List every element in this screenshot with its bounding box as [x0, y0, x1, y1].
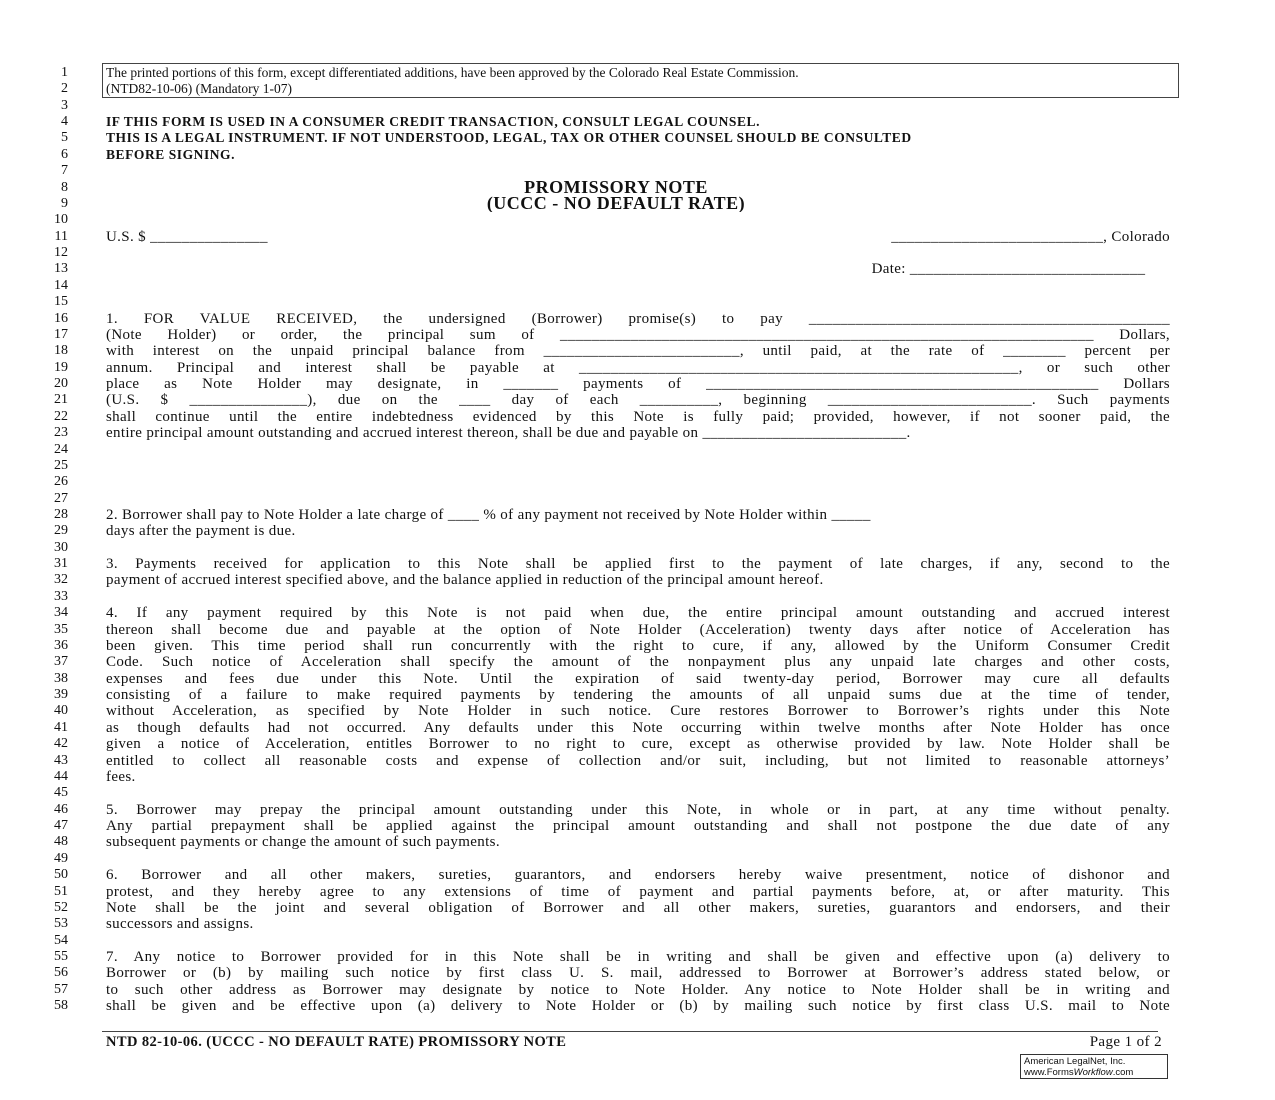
line-number: 1: [61, 65, 68, 80]
document-line: [106, 736, 1170, 752]
line-text: subsequent payments or change the amount of such payments.: [106, 834, 500, 851]
line-number: 45: [54, 785, 68, 801]
line-number: 38: [54, 670, 68, 686]
document-line: [106, 703, 1170, 719]
line-text: IF THIS FORM IS USED IN A CONSUMER CREDIT TRANSACTION, CONSULT LEGAL COUNSEL.: [106, 114, 761, 130]
document-line: [106, 622, 1170, 638]
line-text: Code. Such notice of Acceleration shall specify the amount of the nonpayment plus any unpaid late charges and other costs,: [106, 654, 1170, 671]
document-line: [106, 572, 1170, 588]
publisher-stamp: [1020, 1054, 1168, 1079]
line-text: with interest on the unpaid principal balance from _________________________, until paid, at the rate of ________ percent per: [106, 343, 1170, 360]
line-number: 27: [54, 490, 68, 506]
document-line: [106, 720, 1170, 736]
line-text: thereon shall become due and payable at the option of Note Holder (Acceleration) twenty days after notice of Acceleration has: [106, 621, 1170, 638]
document-line: [106, 343, 1170, 359]
line-text: protest, and they hereby agree to any extensions of time of payment and partial payments before, at, or after maturity. This: [106, 883, 1170, 900]
line-number: 6: [61, 146, 68, 162]
line-number: 47: [54, 818, 68, 834]
stamp-url-suffix: .com: [1112, 1067, 1134, 1078]
stamp-url-italic: Workflow: [1073, 1067, 1113, 1078]
line-number: 41: [54, 719, 68, 735]
line-number: 21: [54, 392, 68, 408]
line-number: 11: [54, 228, 68, 244]
document-title-line: [106, 194, 1126, 212]
document-line: [106, 769, 1170, 785]
line-number: 31: [54, 556, 68, 572]
document-line: [106, 671, 1170, 687]
line-number: 56: [54, 965, 68, 981]
line-number: 17: [54, 326, 68, 342]
line-text: Note shall be the joint and several obligation of Borrower and all other makers, sureties, guarantors and endorsers, and their: [106, 899, 1170, 916]
line-number: 55: [54, 948, 68, 964]
line-text: payment of accrued interest specified above, and the balance applied in reduction of the principal amount hereof.: [106, 572, 824, 589]
document-line: [106, 81, 1170, 97]
line-text: shall be given and be effective upon (a) delivery to Note Holder or (b) by mailing such notice by first class U.S. mail to Note: [106, 998, 1170, 1015]
line-text-right: ___________________________, Colorado: [891, 228, 1170, 245]
line-text: 4. If any payment required by this Note is not paid when due, the entire principal amount outstanding and accrued interest: [106, 605, 1170, 622]
line-text: 6. Borrower and all other makers, sureties, guarantors, and endorsers hereby waive presentment, notice of dishonor and: [106, 867, 1170, 884]
document-line: [106, 130, 1170, 146]
line-number: 43: [54, 752, 68, 768]
document-line: [106, 916, 1170, 932]
line-number: 28: [54, 506, 68, 522]
document-line: [106, 147, 1170, 163]
document-line: [106, 638, 1170, 654]
document-line: [106, 802, 1170, 818]
line-text: been given. This time period shall run concurrently with the right to cure, if any, allowed by the Uniform Consumer Credit: [106, 637, 1170, 654]
document-line: [106, 409, 1170, 425]
document-line: [106, 965, 1170, 981]
line-number: 36: [54, 637, 68, 653]
line-number: 14: [54, 277, 68, 293]
line-number: 46: [54, 801, 68, 817]
footer-rule: [102, 1031, 1158, 1032]
line-number: 51: [54, 883, 68, 899]
document-line: [106, 900, 1170, 916]
line-number: 5: [61, 130, 68, 146]
line-text: 5. Borrower may prepay the principal amount outstanding under this Note, in whole or in part, at any time without penalty.: [106, 801, 1170, 818]
line-text-right: Date: ______________________________: [871, 261, 1170, 278]
stamp-url-prefix: www.Forms: [1024, 1067, 1074, 1078]
line-number: 58: [54, 998, 68, 1014]
line-text: days after the payment is due.: [106, 523, 296, 540]
line-text: THIS IS A LEGAL INSTRUMENT. IF NOT UNDERSTOOD, LEGAL, TAX OR OTHER COUNSEL SHOULD BE CONSULTED: [106, 130, 912, 146]
line-text: successors and assigns.: [106, 916, 254, 933]
line-text: to such other address as Borrower may designate by notice to Note Holder. Any notice to Note Holder shall be in writing and: [106, 981, 1170, 998]
document-title-line: [106, 178, 1126, 196]
line-number: 52: [54, 899, 68, 915]
line-text: 1. FOR VALUE RECEIVED, the undersigned (Borrower) promise(s) to pay ______________________________________________: [106, 310, 1170, 327]
line-text: entitled to collect all reasonable costs and expense of collection and/or suit, including, but not limited to reasonable attorneys’: [106, 752, 1170, 769]
line-number: 54: [54, 932, 68, 948]
line-number: 15: [54, 294, 68, 310]
document-line: [106, 867, 1170, 883]
line-number: 32: [54, 572, 68, 588]
line-text: 7. Any notice to Borrower provided for in this Note shall be in writing and shall be given and effective upon (a) delivery to: [106, 948, 1170, 965]
document-line: [106, 834, 1170, 850]
document-line: [106, 507, 1170, 523]
line-text: Borrower or (b) by mailing such notice by first class U. S. mail, addressed to Borrower at Borrower’s address stated below, or: [106, 965, 1170, 982]
page-indicator: Page 1 of 2: [1089, 1034, 1162, 1050]
line-number: 26: [54, 474, 68, 490]
line-number: 23: [54, 425, 68, 441]
document-line: [106, 982, 1170, 998]
line-text: BEFORE SIGNING.: [106, 146, 236, 162]
document-line: [106, 949, 1170, 965]
line-number: 22: [54, 408, 68, 424]
line-number: 24: [54, 441, 68, 457]
document-line: [106, 998, 1170, 1014]
line-number: 25: [54, 457, 68, 473]
line-number: 33: [54, 588, 68, 604]
line-text: annum. Principal and interest shall be payable at ________________________________________________________, or such other: [106, 359, 1170, 376]
line-text: (Note Holder) or order, the principal sum of ____________________________________________________________________ Dollars,: [106, 326, 1170, 343]
line-text: as though defaults had not occurred. Any defaults under this Note occurring within twelve months after Note Holder has once: [106, 719, 1170, 736]
document-line: [106, 65, 1170, 81]
line-text: expenses and fees due under this Note. Until the expiration of said twenty-day period, Borrower may cure all defaults: [106, 670, 1170, 687]
document-line: [106, 605, 1170, 621]
line-number: 18: [54, 343, 68, 359]
line-text: shall continue until the entire indebtedness evidenced by this Note is fully paid; provided, however, if not sooner paid, the: [106, 408, 1170, 425]
line-number: 8: [61, 179, 68, 195]
footer-form-title: NTD 82-10-06. (UCCC - NO DEFAULT RATE) PROMISSORY NOTE: [106, 1034, 567, 1050]
document-line: [106, 523, 1170, 539]
line-number: 48: [54, 834, 68, 850]
document-line: [106, 654, 1170, 670]
line-number: 57: [54, 981, 68, 997]
line-number: 3: [61, 97, 68, 113]
line-text: fees.: [106, 768, 136, 785]
line-number: 19: [54, 359, 68, 375]
document-line: [106, 687, 1170, 703]
document-line: [106, 229, 1170, 245]
line-text: consisting of a failure to make required payments by tendering the amounts of all unpaid sums due at the time of tender,: [106, 687, 1170, 704]
document-line: [106, 884, 1170, 900]
line-number: 37: [54, 654, 68, 670]
line-number: 10: [54, 212, 68, 228]
line-number: 7: [61, 163, 68, 179]
line-number: 44: [54, 768, 68, 784]
document-line: [106, 376, 1170, 392]
line-text: U.S. $ _______________: [106, 228, 268, 245]
line-text: 2. Borrower shall pay to Note Holder a late charge of ____ % of any payment not received by Note Holder within _____: [106, 506, 871, 523]
line-number: 13: [54, 261, 68, 277]
line-text: given a notice of Acceleration, entitles Borrower to no right to cure, except as otherwise provided by law. Note Holder shall be: [106, 736, 1170, 753]
line-number: 4: [61, 114, 68, 130]
document-line: [106, 392, 1170, 408]
line-number: 34: [54, 605, 68, 621]
line-number: 39: [54, 687, 68, 703]
line-number: 53: [54, 916, 68, 932]
line-number: 49: [54, 850, 68, 866]
line-number: 29: [54, 523, 68, 539]
line-number: 12: [54, 245, 68, 261]
document-line: [106, 556, 1170, 572]
line-number: 30: [54, 539, 68, 555]
line-text: (U.S. $ _______________), due on the ____ day of each __________, beginning __________________________. Such payments: [106, 392, 1170, 409]
document-line: [106, 311, 1170, 327]
line-number: 50: [54, 867, 68, 883]
line-text: entire principal amount outstanding and accrued interest thereon, shall be due and payable on __________________________.: [106, 425, 911, 442]
line-number: 9: [61, 195, 68, 211]
line-number: 2: [61, 81, 68, 97]
line-number: 20: [54, 376, 68, 392]
line-text: (NTD82-10-06) (Mandatory 1-07): [106, 81, 292, 97]
line-number: 16: [54, 310, 68, 326]
line-text: The printed portions of this form, except differentiated additions, have been approved by the Colorado Real Estate Commission.: [106, 65, 799, 80]
line-number: 40: [54, 703, 68, 719]
line-text: without Acceleration, as specified by Note Holder in such notice. Cure restores Borrower to Borrower’s rights under this Note: [106, 703, 1170, 720]
line-number: 35: [54, 621, 68, 637]
document-line: [106, 425, 1170, 441]
line-text: PROMISSORY NOTE: [524, 177, 708, 196]
stamp-url: [1024, 1067, 1167, 1078]
document-line: [106, 360, 1170, 376]
line-text: place as Note Holder may designate, in _______ payments of __________________________________________________ Dollars: [106, 376, 1170, 393]
line-number: 42: [54, 736, 68, 752]
document-line: [106, 818, 1170, 834]
document-line: [106, 753, 1170, 769]
line-text: 3. Payments received for application to this Note shall be applied first to the payment of late charges, if any, second to the: [106, 556, 1170, 573]
document-line: [106, 261, 1170, 277]
line-text: Any partial prepayment shall be applied against the principal amount outstanding and shall not postpone the due date of any: [106, 818, 1170, 835]
document-line: [106, 327, 1170, 343]
line-text: (UCCC - NO DEFAULT RATE): [486, 193, 746, 212]
document-line: [106, 114, 1170, 130]
stamp-company: American LegalNet, Inc.: [1024, 1056, 1126, 1067]
